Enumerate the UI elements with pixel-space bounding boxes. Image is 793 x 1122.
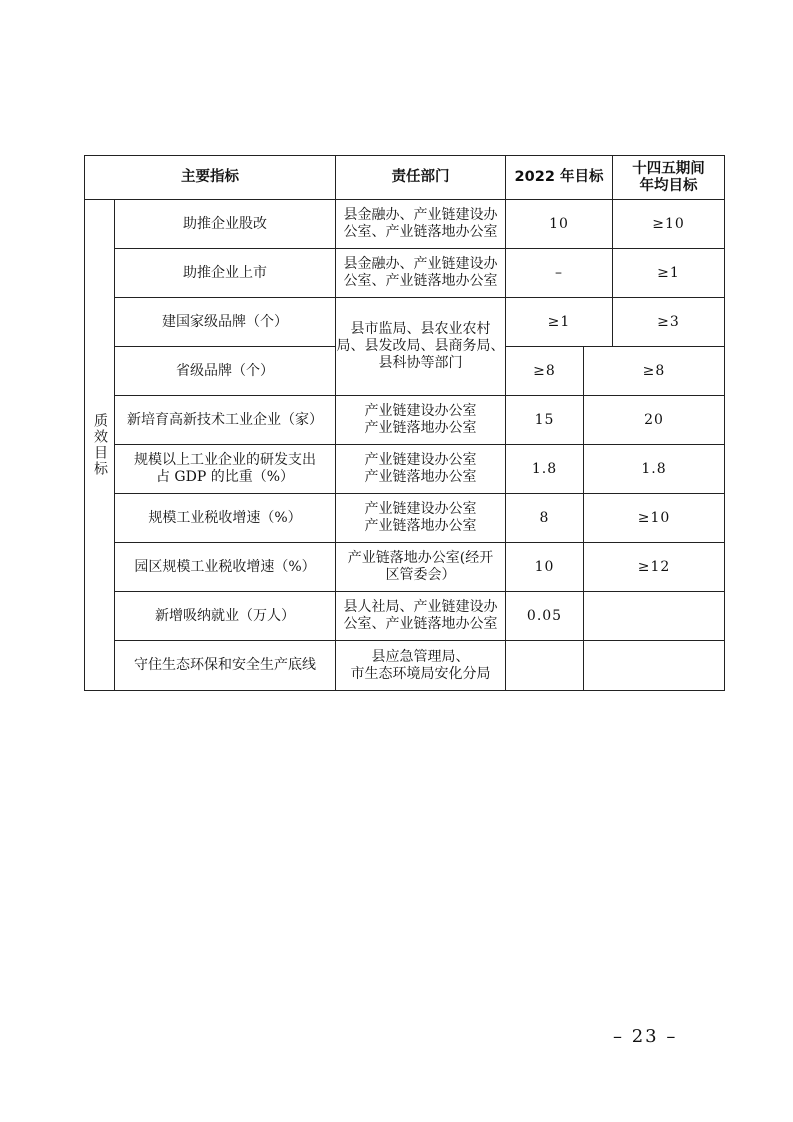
department-cell [336,249,506,298]
target-14th-cell [584,592,725,641]
table-row [85,396,725,445]
target-2022-cell: 10 [506,200,613,249]
target-2022-cell: 10 [506,543,584,592]
table-row [85,445,725,494]
department-line: 产业链建设办公室 [364,403,477,419]
department-cell [336,200,506,249]
department-cell [336,494,506,543]
table-row [85,494,725,543]
target-14th-cell: ≥8 [584,347,725,396]
indicator-line: 占 GDP 的比重（%） [155,469,295,485]
category-label: 质效目标 [85,200,115,691]
target-2022-cell: ≥8 [506,347,584,396]
target-14th-cell: ≥12 [584,543,725,592]
department-cell [336,396,506,445]
indicator-line: 规模以上工业企业的研发支出 [134,452,316,468]
table-row [85,249,725,298]
targets-table [84,155,725,691]
department-line: 局、县发改局、县商务局、 [336,338,505,354]
department-line: 县人社局、产业链建设办 [343,599,498,615]
target-2022-cell: 15 [506,396,584,445]
table-row [85,641,725,691]
header-target-14th [613,156,725,200]
table-row [85,543,725,592]
header-target-14th-line1: 十四五期间 [632,160,705,177]
department-line: 县金融办、产业链建设办 [343,207,498,223]
target-2022-cell: ≥1 [506,298,613,347]
target-2022-cell: 1.8 [506,445,584,494]
department-cell [336,445,506,494]
target-2022-cell [506,641,584,691]
target-14th-cell: 1.8 [584,445,725,494]
department-line: 公室、产业链落地办公室 [343,224,498,240]
department-line: 市生态环境局安化分局 [350,665,491,682]
department-cell [336,543,506,592]
target-14th-cell: ≥10 [613,200,725,249]
department-cell [336,298,506,396]
indicator-cell: 助推企业上市 [115,249,336,298]
department-line: 产业链落地办公室 [364,420,477,436]
department-line: 县金融办、产业链建设办 [343,256,498,272]
target-2022-cell: 8 [506,494,584,543]
table-row [85,592,725,641]
target-14th-cell: ≥10 [584,494,725,543]
indicator-cell [115,445,336,494]
target-2022-cell: 0.05 [506,592,584,641]
indicator-cell: 新增吸纳就业（万人） [115,592,336,641]
indicator-cell: 新培育高新技术工业企业（家） [115,396,336,445]
department-line: 产业链落地办公室 [364,469,477,485]
department-line: 县市监局、县农业农村 [350,321,491,337]
target-14th-cell: ≥3 [613,298,725,347]
header-department: 责任部门 [336,156,506,200]
table-row [85,200,725,249]
department-cell [336,641,506,691]
department-line: 产业链落地办公室(经开 [347,550,494,566]
department-line: 公室、产业链落地办公室 [343,273,498,289]
department-line: 公室、产业链落地办公室 [343,616,498,632]
page-number: – 23 – [613,1026,678,1047]
indicator-cell: 守住生态环保和安全生产底线 [115,641,336,691]
department-line: 县科协等部门 [378,355,463,371]
department-line: 县应急管理局、 [371,648,470,665]
header-target-14th-line2: 年均目标 [639,177,698,194]
target-2022-cell: – [506,249,613,298]
department-line: 产业链落地办公室 [364,518,477,534]
department-line: 产业链建设办公室 [364,452,477,468]
department-line: 区管委会） [385,567,456,583]
indicator-cell: 助推企业股改 [115,200,336,249]
target-14th-cell: ≥1 [613,249,725,298]
table-header-row [85,156,725,200]
target-14th-cell: 20 [584,396,725,445]
indicator-cell: 省级品牌（个） [115,347,336,396]
target-14th-cell [584,641,725,691]
header-indicator: 主要指标 [85,156,336,200]
indicator-cell: 建国家级品牌（个） [115,298,336,347]
header-target-2022: 2022 年目标 [506,156,613,200]
department-line: 产业链建设办公室 [364,501,477,517]
indicator-cell: 园区规模工业税收增速（%） [115,543,336,592]
indicator-cell: 规模工业税收增速（%） [115,494,336,543]
department-cell [336,592,506,641]
table-row [85,298,725,347]
